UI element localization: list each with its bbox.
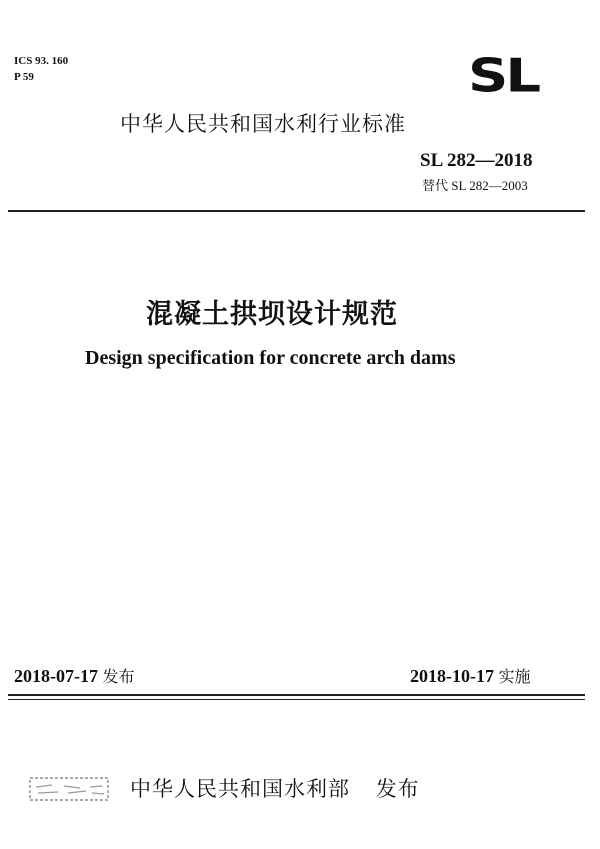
effective-label: 实施: [498, 667, 531, 686]
effective-date: 2018-10-17: [410, 666, 494, 686]
footer-divider-bottom: [8, 699, 585, 700]
classification-code: P 59: [14, 71, 34, 83]
replaces-standard: 替代 SL 282—2003: [422, 178, 528, 193]
publish-label: 发布: [375, 777, 420, 801]
stamp-mark: [28, 775, 112, 805]
header-divider: [8, 210, 585, 212]
publisher-name: 中华人民共和国水利部: [130, 777, 350, 801]
sl-logo: SL: [468, 49, 539, 104]
document-title-english: Design specification for concrete arch dams: [85, 347, 456, 369]
issue-date-line: [14, 664, 135, 687]
document-title-chinese: 混凝土拱坝设计规范: [146, 299, 398, 330]
issue-label: 发布: [102, 667, 135, 686]
standard-number: SL 282—2018: [420, 150, 533, 171]
publisher-line: [130, 773, 420, 803]
industry-standard-title: 中华人民共和国水利行业标准: [120, 112, 406, 136]
effective-date-line: [410, 664, 531, 687]
issue-date: 2018-07-17: [14, 666, 98, 686]
footer-divider-top: [8, 694, 585, 696]
ics-code: ICS 93. 160: [14, 55, 69, 67]
